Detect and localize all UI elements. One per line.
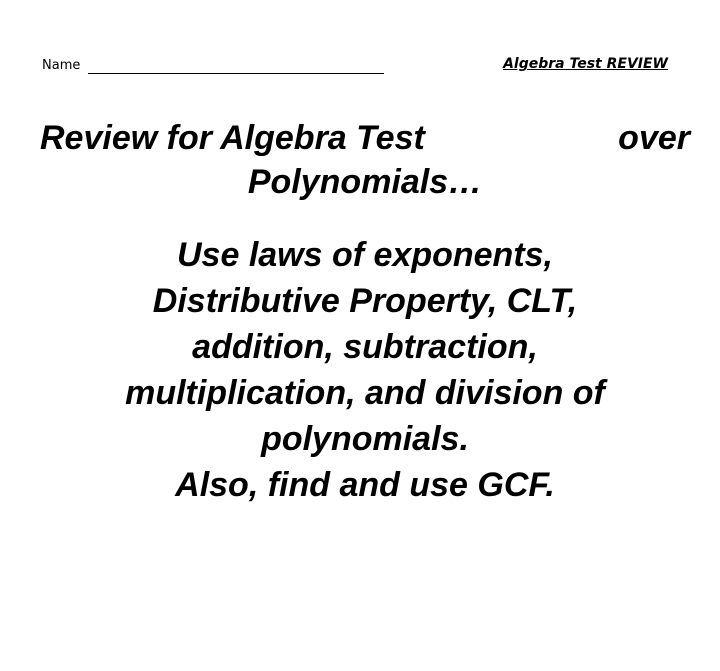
header-row	[42, 56, 672, 80]
instruction-line: Distributive Property, CLT,	[152, 282, 578, 320]
document-tag: Algebra Test REVIEW	[503, 56, 668, 72]
title-line-2: Polynomials…	[247, 163, 483, 201]
instruction-line: Use laws of exponents,	[177, 236, 553, 274]
instruction-line: polynomials.	[261, 420, 469, 458]
title-part-1: Review for Algebra Test	[40, 119, 425, 157]
page-title	[40, 116, 690, 160]
instruction-line: Also, find and use GCF.	[175, 466, 555, 504]
name-label: Name	[42, 58, 81, 73]
title-part-2: over	[618, 119, 690, 157]
name-blank-line	[88, 73, 384, 74]
instruction-line: multiplication, and division of	[125, 374, 605, 412]
instructions	[40, 232, 690, 508]
instruction-line: addition, subtraction,	[192, 328, 538, 366]
main-content	[40, 116, 690, 508]
